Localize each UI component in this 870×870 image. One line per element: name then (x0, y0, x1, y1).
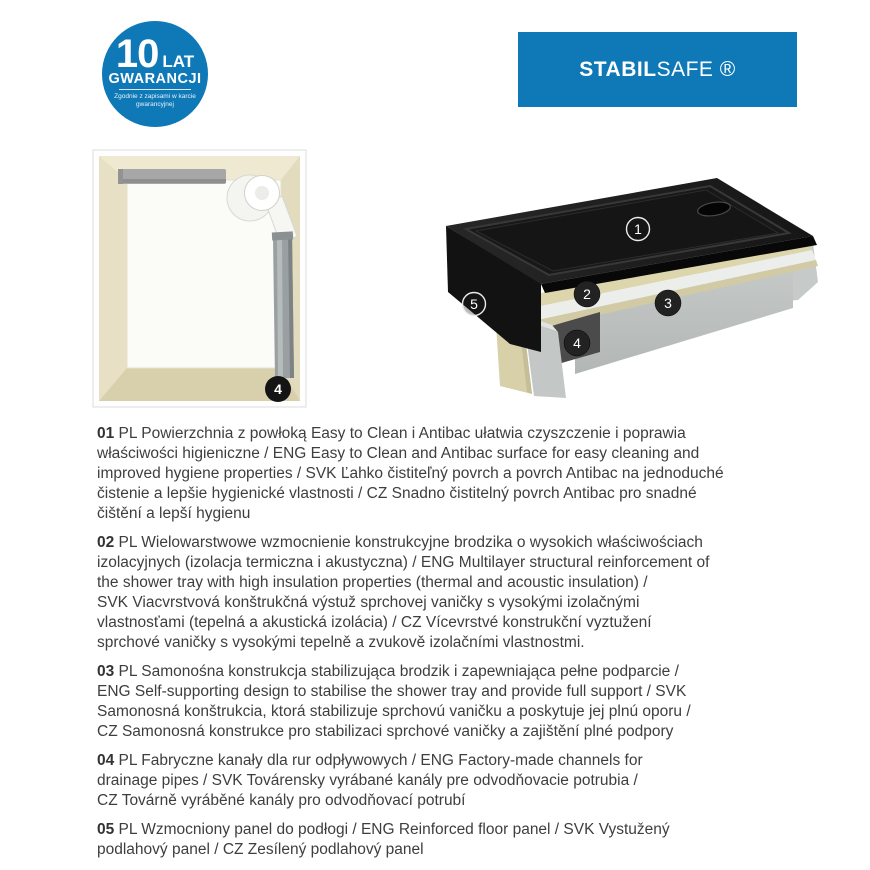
paragraph-number: 03 (97, 663, 115, 680)
info-paragraph-04: 04 PL Fabryczne kanały dla rur odpływowych / ENG Factory-made channels for drainage pipes / SVK Továrensky vyrábané kanály pre odvodňovacie potrubia / CZ Továrně vyráběné kanály pro odvodňovací potrubí (97, 752, 643, 809)
badge-years: 10 LAT (115, 32, 195, 76)
info-paragraph-05: 05 PL Wzmocniony panel do podłogi / ENG Reinforced floor panel / SVK Vystužený podlahový panel / CZ Zesílený podlahový panel (97, 821, 670, 858)
paragraph-number: 04 (97, 752, 115, 769)
svg-text:1: 1 (634, 221, 642, 237)
svg-text:5: 5 (470, 296, 478, 312)
tray-underside-photo (85, 145, 315, 415)
svg-text:3: 3 (664, 295, 672, 311)
paragraph-number: 01 (97, 425, 115, 442)
warranty-badge (102, 21, 208, 127)
diagram-callout-4 (564, 330, 590, 356)
info-paragraph-02: 02 PL Wielowarstwowe wzmocnienie konstrukcyjne brodzika o wysokich właściwościach izolacyjnych (izolacja termiczna i akustyczna) / ENG Multilayer structural reinforcement of the shower tray with high insulation properties (thermal and acoustic insulation) / SVK Viacvrstvová konštrukčná výstuž sprchovej vaničky s vysokými izolačnými vlastnosťami (tepelná a akustická izolácia) / CZ Vícevrstvé konstrukční vyztužení sprchové vaničky s vysokými tepelně a zvukově izolačními vlastnostmi. (97, 534, 710, 651)
svg-text:2: 2 (583, 286, 591, 302)
paragraph-number: 05 (97, 821, 115, 838)
badge-note: Zgodnie z zapisami w karcie gwarancyjnej (114, 93, 196, 108)
diagram-callout-3 (655, 290, 681, 316)
info-paragraph-01: 01 PL Powierzchnia z powłoką Easy to Clean i Antibac ułatwia czyszczenie i poprawia właściwości higieniczne / ENG Easy to Clean and Antibac surface for easy cleaning and improved hygiene properties / SVK Ľahko čistiteľný povrch a povrch Antibac na jednoduché čistenie a lepšie hygienické vlastnosti / CZ Snadno čistitelný povrch Antibac pro snadné čištění a lepší hygienu (97, 425, 724, 522)
badge-warranty-word: GWARANCJI (108, 71, 202, 87)
svg-text:4: 4 (274, 381, 282, 397)
info-paragraph-03: 03 PL Samonośna konstrukcja stabilizująca brodzik i zapewniająca pełne podparcie / ENG Self-supporting design to stabilise the shower tray and provide full support / SVK Samonosná konštrukcia, ktorá stabilizuje sprchovú vaničku a poskytuje jej plnú oporu / CZ Samonosná konstrukce pro stabilizaci sprchové vaničky a zajištění plné podpory (97, 663, 691, 740)
diagram-callout-5 (463, 293, 486, 316)
vertical-drain-pipe (272, 231, 294, 378)
diagram-callout-1 (627, 218, 650, 241)
horizontal-drain-pipe (118, 169, 226, 184)
photo-callout-4 (265, 376, 291, 402)
paragraph-number: 02 (97, 534, 115, 551)
tray-cutaway-diagram (420, 155, 865, 410)
diagram-callout-2 (574, 281, 600, 307)
brand-banner (518, 32, 797, 107)
info-paragraphs (97, 424, 857, 869)
brand-name-rest: SAFE ® (656, 57, 736, 81)
badge-divider (119, 89, 191, 90)
brand-name-bold: STABIL (579, 57, 657, 81)
svg-text:4: 4 (573, 335, 581, 351)
